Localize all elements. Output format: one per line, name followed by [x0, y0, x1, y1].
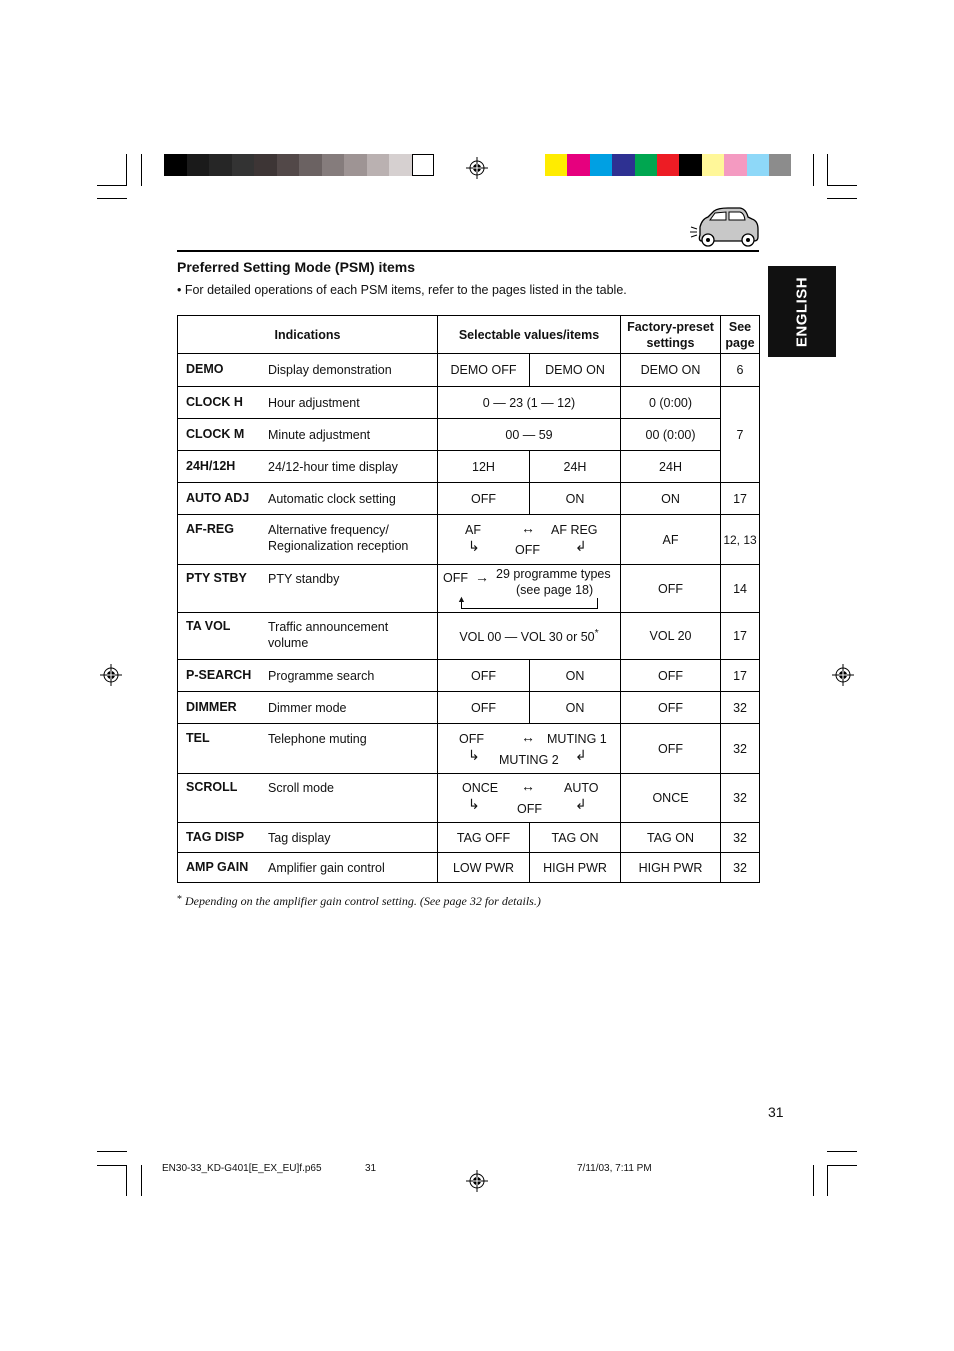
section-title: Preferred Setting Mode (PSM) items [177, 259, 416, 275]
footnote [177, 894, 541, 909]
page-cell: 17 [721, 483, 760, 515]
item-key: TEL [186, 731, 210, 745]
value-text: VOL 00 — VOL 30 or 50 [459, 630, 595, 645]
item-desc: Scroll mode [268, 781, 334, 795]
color-swatch [254, 154, 277, 176]
preset-cell: VOL 20 [621, 613, 721, 660]
color-swatch [657, 154, 679, 176]
table-row [178, 613, 760, 660]
language-tab [768, 266, 836, 357]
cycle-diagram [438, 774, 621, 823]
crop-mark [827, 185, 857, 186]
value-cell: OFF [438, 692, 530, 724]
preset-cell: DEMO ON [621, 354, 721, 387]
item-desc: Display demonstration [268, 363, 392, 377]
color-swatch [724, 154, 746, 176]
cycle-b: AUTO [564, 780, 599, 795]
header-preset-line1: Factory-preset [627, 319, 714, 334]
header-values: Selectable values/items [438, 316, 621, 354]
value-cell: OFF [438, 660, 530, 692]
color-swatch [344, 154, 367, 176]
footer-date: 7/11/03, 7:11 PM [577, 1163, 652, 1174]
item-key: AUTO ADJ [186, 490, 250, 505]
crop-mark [141, 1165, 142, 1196]
item-desc: Tag display [268, 830, 331, 845]
item-desc: Traffic announcement [268, 620, 389, 634]
preset-cell: OFF [621, 724, 721, 774]
footnote-marker: * [594, 627, 599, 639]
item-desc-line2: volume [268, 636, 309, 650]
item-desc: Telephone muting [268, 732, 367, 746]
arrow-down-right-icon: ↳ [468, 746, 480, 763]
color-swatch [277, 154, 300, 176]
value-cell: TAG ON [530, 823, 621, 853]
color-swatch [187, 154, 210, 176]
color-swatch [769, 154, 791, 176]
color-swatch [164, 154, 187, 176]
item-desc: Amplifier gain control [268, 860, 385, 875]
item-desc: Hour adjustment [268, 395, 360, 410]
item-desc: Programme search [268, 668, 375, 683]
value-cell: 12H [438, 451, 530, 483]
preset-cell: AF [621, 515, 721, 565]
cycle-diagram [438, 515, 621, 565]
color-swatch [590, 154, 612, 176]
page-cell: 17 [721, 660, 760, 692]
crop-mark [97, 198, 127, 199]
item-key: PTY STBY [186, 571, 247, 585]
table-row [178, 387, 760, 419]
value-cell: ON [530, 660, 621, 692]
color-swatch [702, 154, 724, 176]
double-arrow-icon: ↔ [521, 777, 535, 794]
color-swatch [612, 154, 634, 176]
crop-mark [97, 185, 127, 186]
item-key: CLOCK H [186, 394, 243, 409]
preset-cell: OFF [621, 565, 721, 613]
cycle-a: ONCE [462, 780, 499, 795]
value-cell: 0 — 23 (1 — 12) [438, 387, 621, 419]
page-cell: 32 [721, 692, 760, 724]
value-cell: ON [530, 692, 621, 724]
arrow-up-left-icon: ↲ [575, 795, 587, 812]
footnote-text: Depending on the amplifier gain control setting. (See page 32 for details.) [185, 894, 541, 908]
double-arrow-icon: ↔ [521, 728, 535, 745]
page-cell: 32 [721, 853, 760, 883]
color-swatch [567, 154, 589, 176]
table-row [178, 354, 760, 387]
page-cell: 32 [721, 774, 760, 823]
preset-cell: 0 (0:00) [621, 387, 721, 419]
cycle-c: OFF [517, 801, 542, 816]
arrow-down-right-icon: ↳ [468, 795, 480, 812]
registration-mark-icon [466, 157, 488, 179]
table-header-row [178, 316, 760, 354]
cycle-b: 29 programme types [496, 566, 611, 581]
value-cell: 00 — 59 [438, 419, 621, 451]
crop-mark [141, 154, 142, 186]
header-page-line2: page [725, 335, 755, 350]
item-key: DIMMER [186, 699, 237, 714]
crop-mark [813, 1165, 814, 1196]
crop-mark [827, 198, 857, 199]
color-swatch [747, 154, 769, 176]
header-rule [177, 250, 759, 252]
page-cell: 32 [721, 724, 760, 774]
item-key: TAG DISP [186, 829, 245, 844]
color-swatch [209, 154, 232, 176]
crop-mark [97, 1165, 127, 1166]
value-cell: DEMO ON [530, 354, 621, 387]
page-cell: 14 [721, 565, 760, 613]
cycle-c: (see page 18) [516, 582, 594, 597]
crop-mark [827, 1165, 828, 1196]
table-row [178, 483, 760, 515]
crop-mark [813, 154, 814, 186]
page-cell: 7 [721, 387, 760, 483]
table-row [178, 451, 760, 483]
footer-page: 31 [365, 1163, 377, 1174]
table-row [178, 419, 760, 451]
value-cell: TAG OFF [438, 823, 530, 853]
color-swatch [232, 154, 255, 176]
cycle-diagram [438, 724, 621, 774]
table-row [178, 823, 760, 853]
color-swatch [299, 154, 322, 176]
color-swatch [679, 154, 701, 176]
arrow-right-icon: → [475, 568, 489, 585]
page-cell: 6 [721, 354, 760, 387]
value-cell: ON [530, 483, 621, 515]
registration-mark-icon [832, 664, 854, 686]
page-cell: 32 [721, 823, 760, 853]
table-row [178, 692, 760, 724]
footnote-star: * [177, 894, 182, 905]
crop-mark [97, 1151, 127, 1152]
cycle-b: MUTING 1 [547, 731, 607, 746]
preset-cell: ONCE [621, 774, 721, 823]
color-swatch [412, 154, 435, 176]
preset-cell: TAG ON [621, 823, 721, 853]
color-swatch [367, 154, 390, 176]
return-line [461, 598, 598, 609]
color-swatch [545, 154, 567, 176]
value-cell: HIGH PWR [530, 853, 621, 883]
crop-mark [827, 1165, 857, 1166]
value-cell [438, 613, 621, 660]
cycle-b: AF REG [551, 522, 598, 537]
crop-mark [827, 1151, 857, 1152]
item-key: P-SEARCH [186, 667, 252, 682]
arrow-up-left-icon: ↲ [575, 537, 587, 554]
page-number: 31 [768, 1104, 784, 1120]
table-row [178, 565, 760, 613]
preset-cell: OFF [621, 692, 721, 724]
preset-cell: ON [621, 483, 721, 515]
preset-cell: HIGH PWR [621, 853, 721, 883]
table-row [178, 724, 760, 774]
header-preset-line2: settings [646, 335, 695, 350]
item-key: AF-REG [186, 522, 234, 536]
cycle-c: OFF [515, 542, 540, 557]
header-indications: Indications [178, 316, 438, 354]
cycle-a: OFF [443, 570, 468, 585]
item-desc: 24/12-hour time display [268, 459, 398, 474]
crop-mark [126, 1165, 127, 1196]
footer-file: EN30-33_KD-G401[E_EX_EU]f.p65 [162, 1163, 322, 1174]
page-cell: 17 [721, 613, 760, 660]
intro-text: • For detailed operations of each PSM items, refer to the pages listed in the table. [177, 283, 627, 297]
color-swatch [635, 154, 657, 176]
item-desc: PTY standby [268, 572, 340, 586]
item-desc: Dimmer mode [268, 700, 347, 715]
value-cell: 24H [530, 451, 621, 483]
table-row [178, 774, 760, 823]
color-swatch [389, 154, 412, 176]
header-preset [621, 316, 721, 354]
item-desc: Automatic clock setting [268, 491, 396, 506]
psm-table [177, 315, 760, 883]
color-swatch [322, 154, 345, 176]
preset-cell: OFF [621, 660, 721, 692]
double-arrow-icon: ↔ [521, 519, 535, 536]
car-icon [688, 205, 760, 249]
value-cell: LOW PWR [438, 853, 530, 883]
item-desc: Minute adjustment [268, 427, 371, 442]
item-key: SCROLL [186, 780, 238, 794]
item-key: AMP GAIN [186, 859, 249, 874]
value-cell: DEMO OFF [438, 354, 530, 387]
page-cell: 12, 13 [721, 515, 760, 565]
cycle-a: OFF [459, 731, 484, 746]
cycle-diagram [438, 565, 621, 613]
crop-mark [827, 154, 828, 186]
cycle-a: AF [465, 522, 481, 537]
registration-mark-icon [466, 1170, 488, 1192]
arrow-down-right-icon: ↳ [468, 537, 480, 554]
table-row [178, 660, 760, 692]
header-page-line1: See [728, 319, 752, 334]
item-key: TA VOL [186, 619, 231, 633]
cycle-c: MUTING 2 [499, 752, 559, 767]
crop-mark [126, 154, 127, 186]
value-cell: OFF [438, 483, 530, 515]
language-tab-label: ENGLISH [793, 276, 811, 347]
item-key: DEMO [186, 362, 224, 376]
table-row [178, 853, 760, 883]
item-key: CLOCK M [186, 426, 245, 441]
item-desc: Alternative frequency/ [268, 523, 389, 537]
registration-mark-icon [100, 664, 122, 686]
arrow-up-left-icon: ↲ [575, 746, 587, 763]
item-desc-line2: Regionalization reception [268, 539, 409, 553]
header-page [721, 316, 760, 354]
item-key: 24H/12H [186, 458, 236, 473]
table-row [178, 515, 760, 565]
arrow-up-icon: ▲ [457, 593, 466, 604]
preset-cell: 00 (0:00) [621, 419, 721, 451]
preset-cell: 24H [621, 451, 721, 483]
